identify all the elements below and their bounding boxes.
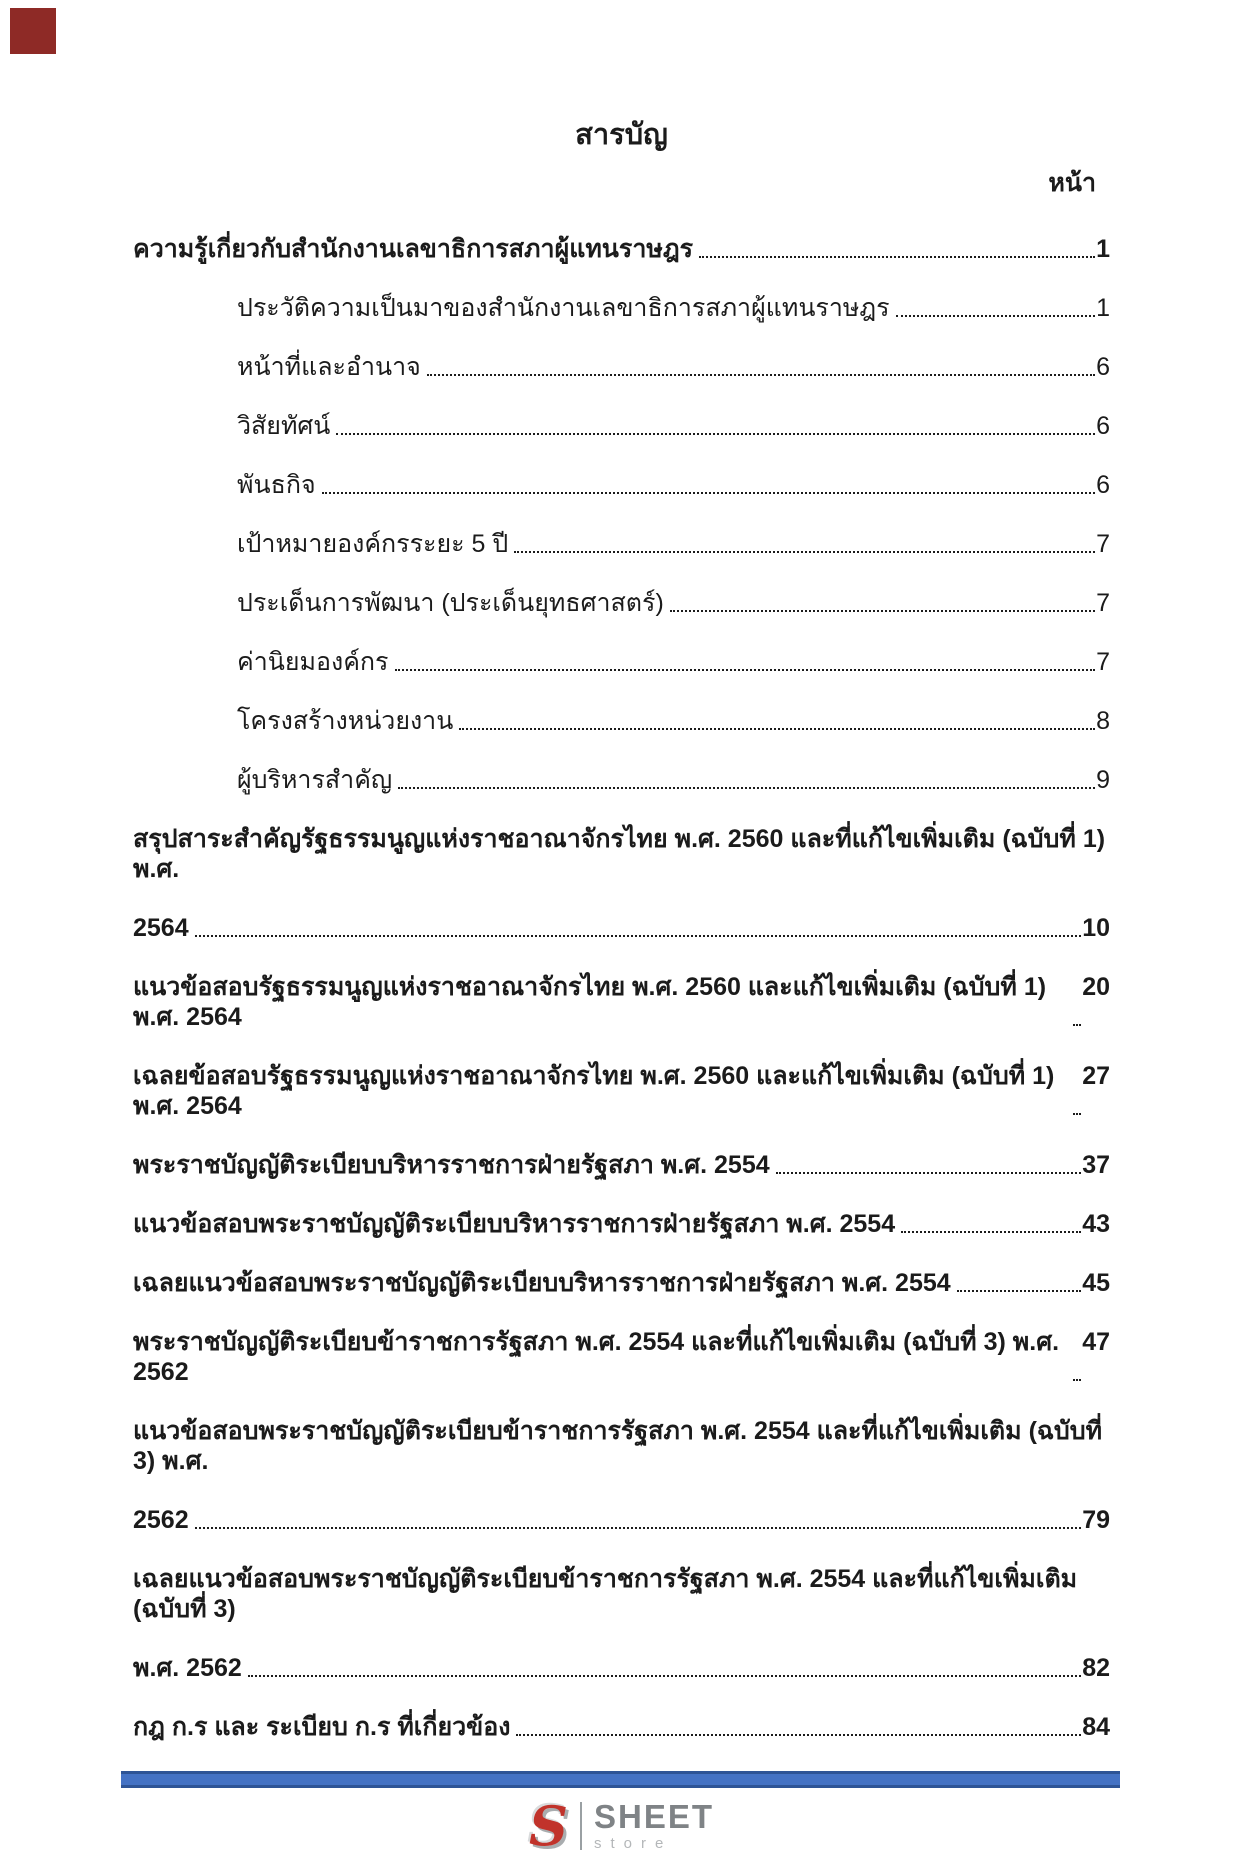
toc-entry-label: แนวข้อสอบพระราชบัญญัติระเบียบข้าราชการรัฐสภา พ.ศ. 2554 และที่แก้ไขเพิ่มเติม (ฉบับที่ 3) พ.ศ. — [133, 1417, 1103, 1475]
toc-entry-page: 1 — [1096, 235, 1110, 263]
logo-divider-line — [580, 1802, 582, 1850]
toc-entry-page: 79 — [1082, 1506, 1110, 1534]
dotted-leader — [896, 315, 1096, 317]
toc-entry-label: สรุปสาระสำคัญรัฐธรรมนูญแห่งราชอาณาจักรไทย พ.ศ. 2560 และที่แก้ไขเพิ่มเติม (ฉบับที่ 1) พ.ศ. — [133, 825, 1106, 883]
dotted-leader — [901, 1231, 1081, 1233]
toc-entry — [133, 706, 1110, 736]
toc-list — [133, 234, 1110, 1742]
toc-entry — [133, 1564, 1110, 1624]
toc-entry — [133, 529, 1110, 559]
dotted-leader — [427, 374, 1095, 376]
toc-entry-page: 20 — [1082, 973, 1110, 1001]
toc-entry-label-continued: 2562 — [133, 1506, 189, 1534]
toc-entry-label: กฎ ก.ร และ ระเบียบ ก.ร ที่เกี่ยวข้อง — [133, 1713, 511, 1741]
dotted-leader — [248, 1675, 1081, 1677]
toc-entry-label: พันธกิจ — [237, 471, 316, 499]
toc-entry-label: ความรู้เกี่ยวกับสำนักงานเลขาธิการสภาผู้แทนราษฎร — [133, 235, 694, 263]
dotted-leader — [516, 1734, 1081, 1736]
dotted-leader — [322, 492, 1095, 494]
dotted-leader — [459, 728, 1095, 730]
toc-entry-label: เฉลยแนวข้อสอบพระราชบัญญัติระเบียบข้าราชการรัฐสภา พ.ศ. 2554 และที่แก้ไขเพิ่มเติม (ฉบับที่ 3) — [133, 1565, 1078, 1623]
toc-entry — [133, 972, 1110, 1032]
dotted-leader — [957, 1290, 1082, 1292]
toc-entry-page: 82 — [1082, 1654, 1110, 1682]
toc-entry-page: 9 — [1096, 766, 1110, 794]
toc-entry-label: วิสัยทัศน์ — [237, 412, 331, 440]
toc-entry-label: พระราชบัญญัติระเบียบข้าราชการรัฐสภา พ.ศ. 2554 และที่แก้ไขเพิ่มเติม (ฉบับที่ 3) พ.ศ. 2562 — [133, 1328, 1060, 1386]
dotted-leader — [195, 1527, 1082, 1529]
toc-entry — [133, 1712, 1110, 1742]
toc-entry — [133, 1505, 1110, 1535]
toc-entry — [133, 588, 1110, 618]
toc-entry — [133, 470, 1110, 500]
dotted-leader — [776, 1172, 1082, 1174]
toc-entry-label: โครงสร้างหน่วยงาน — [237, 707, 454, 735]
toc-entry — [133, 411, 1110, 441]
logo-monogram-icon: S — [528, 1794, 568, 1858]
toc-entry-page: 7 — [1096, 648, 1110, 676]
logo-brand-text: SHEET — [593, 1797, 715, 1835]
toc-entry — [133, 1150, 1110, 1180]
dotted-leader — [398, 787, 1095, 789]
toc-entry-page: 6 — [1096, 471, 1110, 499]
toc-entry — [133, 647, 1110, 677]
sheet-store-logo — [133, 1794, 1110, 1858]
toc-entry-label: ประวัติความเป็นมาของสำนักงานเลขาธิการสภาผู้แทนราษฎร — [237, 294, 890, 322]
toc-entry-page: 37 — [1082, 1151, 1110, 1179]
corner-mark — [10, 8, 56, 54]
toc-entry — [133, 824, 1110, 884]
toc-entry-page: 7 — [1096, 589, 1110, 617]
dotted-leader — [514, 551, 1095, 553]
page-title: สารบัญ — [575, 119, 668, 151]
page-column-header: หน้า — [1048, 169, 1096, 197]
toc-entry — [133, 1209, 1110, 1239]
dotted-leader — [699, 256, 1095, 258]
toc-entry-label: แนวข้อสอบรัฐธรรมนูญแห่งราชอาณาจักรไทย พ.ศ. 2560 และแก้ไขเพิ่มเติม (ฉบับที่ 1) พ.ศ. 2564 — [133, 973, 1047, 1031]
toc-entry-page: 6 — [1096, 353, 1110, 381]
toc-entry — [133, 293, 1110, 323]
toc-entry-label-continued: 2564 — [133, 914, 189, 942]
toc-entry-label: แนวข้อสอบพระราชบัญญัติระเบียบบริหารราชการฝ่ายรัฐสภา พ.ศ. 2554 — [133, 1210, 896, 1238]
dotted-leader — [670, 610, 1095, 612]
toc-entry-label: เฉลยข้อสอบรัฐธรรมนูญแห่งราชอาณาจักรไทย พ.ศ. 2560 และแก้ไขเพิ่มเติม (ฉบับที่ 1) พ.ศ. 2564 — [133, 1062, 1055, 1120]
toc-entry-label-continued: พ.ศ. 2562 — [133, 1654, 242, 1682]
toc-entry-page: 1 — [1096, 294, 1110, 322]
toc-entry — [133, 1653, 1110, 1683]
dotted-leader — [1073, 1379, 1081, 1381]
toc-entry-label: ประเด็นการพัฒนา (ประเด็นยุทธศาสตร์) — [237, 589, 664, 617]
dotted-leader — [336, 433, 1095, 435]
dotted-leader — [1073, 1024, 1081, 1026]
toc-entry-label: หน้าที่และอำนาจ — [237, 353, 421, 381]
toc-entry-page: 10 — [1082, 914, 1110, 942]
toc-entry-page: 8 — [1096, 707, 1110, 735]
toc-entry — [133, 1327, 1110, 1387]
toc-entry-label: พระราชบัญญัติระเบียบบริหารราชการฝ่ายรัฐสภา พ.ศ. 2554 — [133, 1151, 770, 1179]
toc-entry-page: 84 — [1082, 1713, 1110, 1741]
toc-entry — [133, 1061, 1110, 1121]
toc-entry-page: 45 — [1082, 1269, 1110, 1297]
toc-entry — [133, 913, 1110, 943]
toc-entry-label: ค่านิยมองค์กร — [237, 648, 389, 676]
dotted-leader — [195, 935, 1082, 937]
toc-entry-page: 27 — [1082, 1062, 1110, 1090]
toc-entry-page: 6 — [1096, 412, 1110, 440]
toc-entry — [133, 1268, 1110, 1298]
toc-entry — [133, 765, 1110, 795]
toc-entry — [133, 352, 1110, 382]
logo-subbrand-text: store — [593, 1834, 673, 1852]
dotted-leader — [395, 669, 1096, 671]
toc-entry-page: 43 — [1082, 1210, 1110, 1238]
toc-entry-label: เฉลยแนวข้อสอบพระราชบัญญัติระเบียบบริหารราชการฝ่ายรัฐสภา พ.ศ. 2554 — [133, 1269, 951, 1297]
toc-entry-label: ผู้บริหารสำคัญ — [237, 766, 393, 794]
toc-entry — [133, 234, 1110, 264]
toc-entry-page: 7 — [1096, 530, 1110, 558]
toc-entry — [133, 1416, 1110, 1476]
toc-entry-page: 47 — [1082, 1328, 1110, 1356]
logo-text-block — [593, 1797, 715, 1853]
dotted-leader — [1073, 1113, 1081, 1115]
toc-entry-label: เป้าหมายองค์กรระยะ 5 ปี — [237, 530, 509, 558]
footer-divider — [121, 1771, 1120, 1788]
